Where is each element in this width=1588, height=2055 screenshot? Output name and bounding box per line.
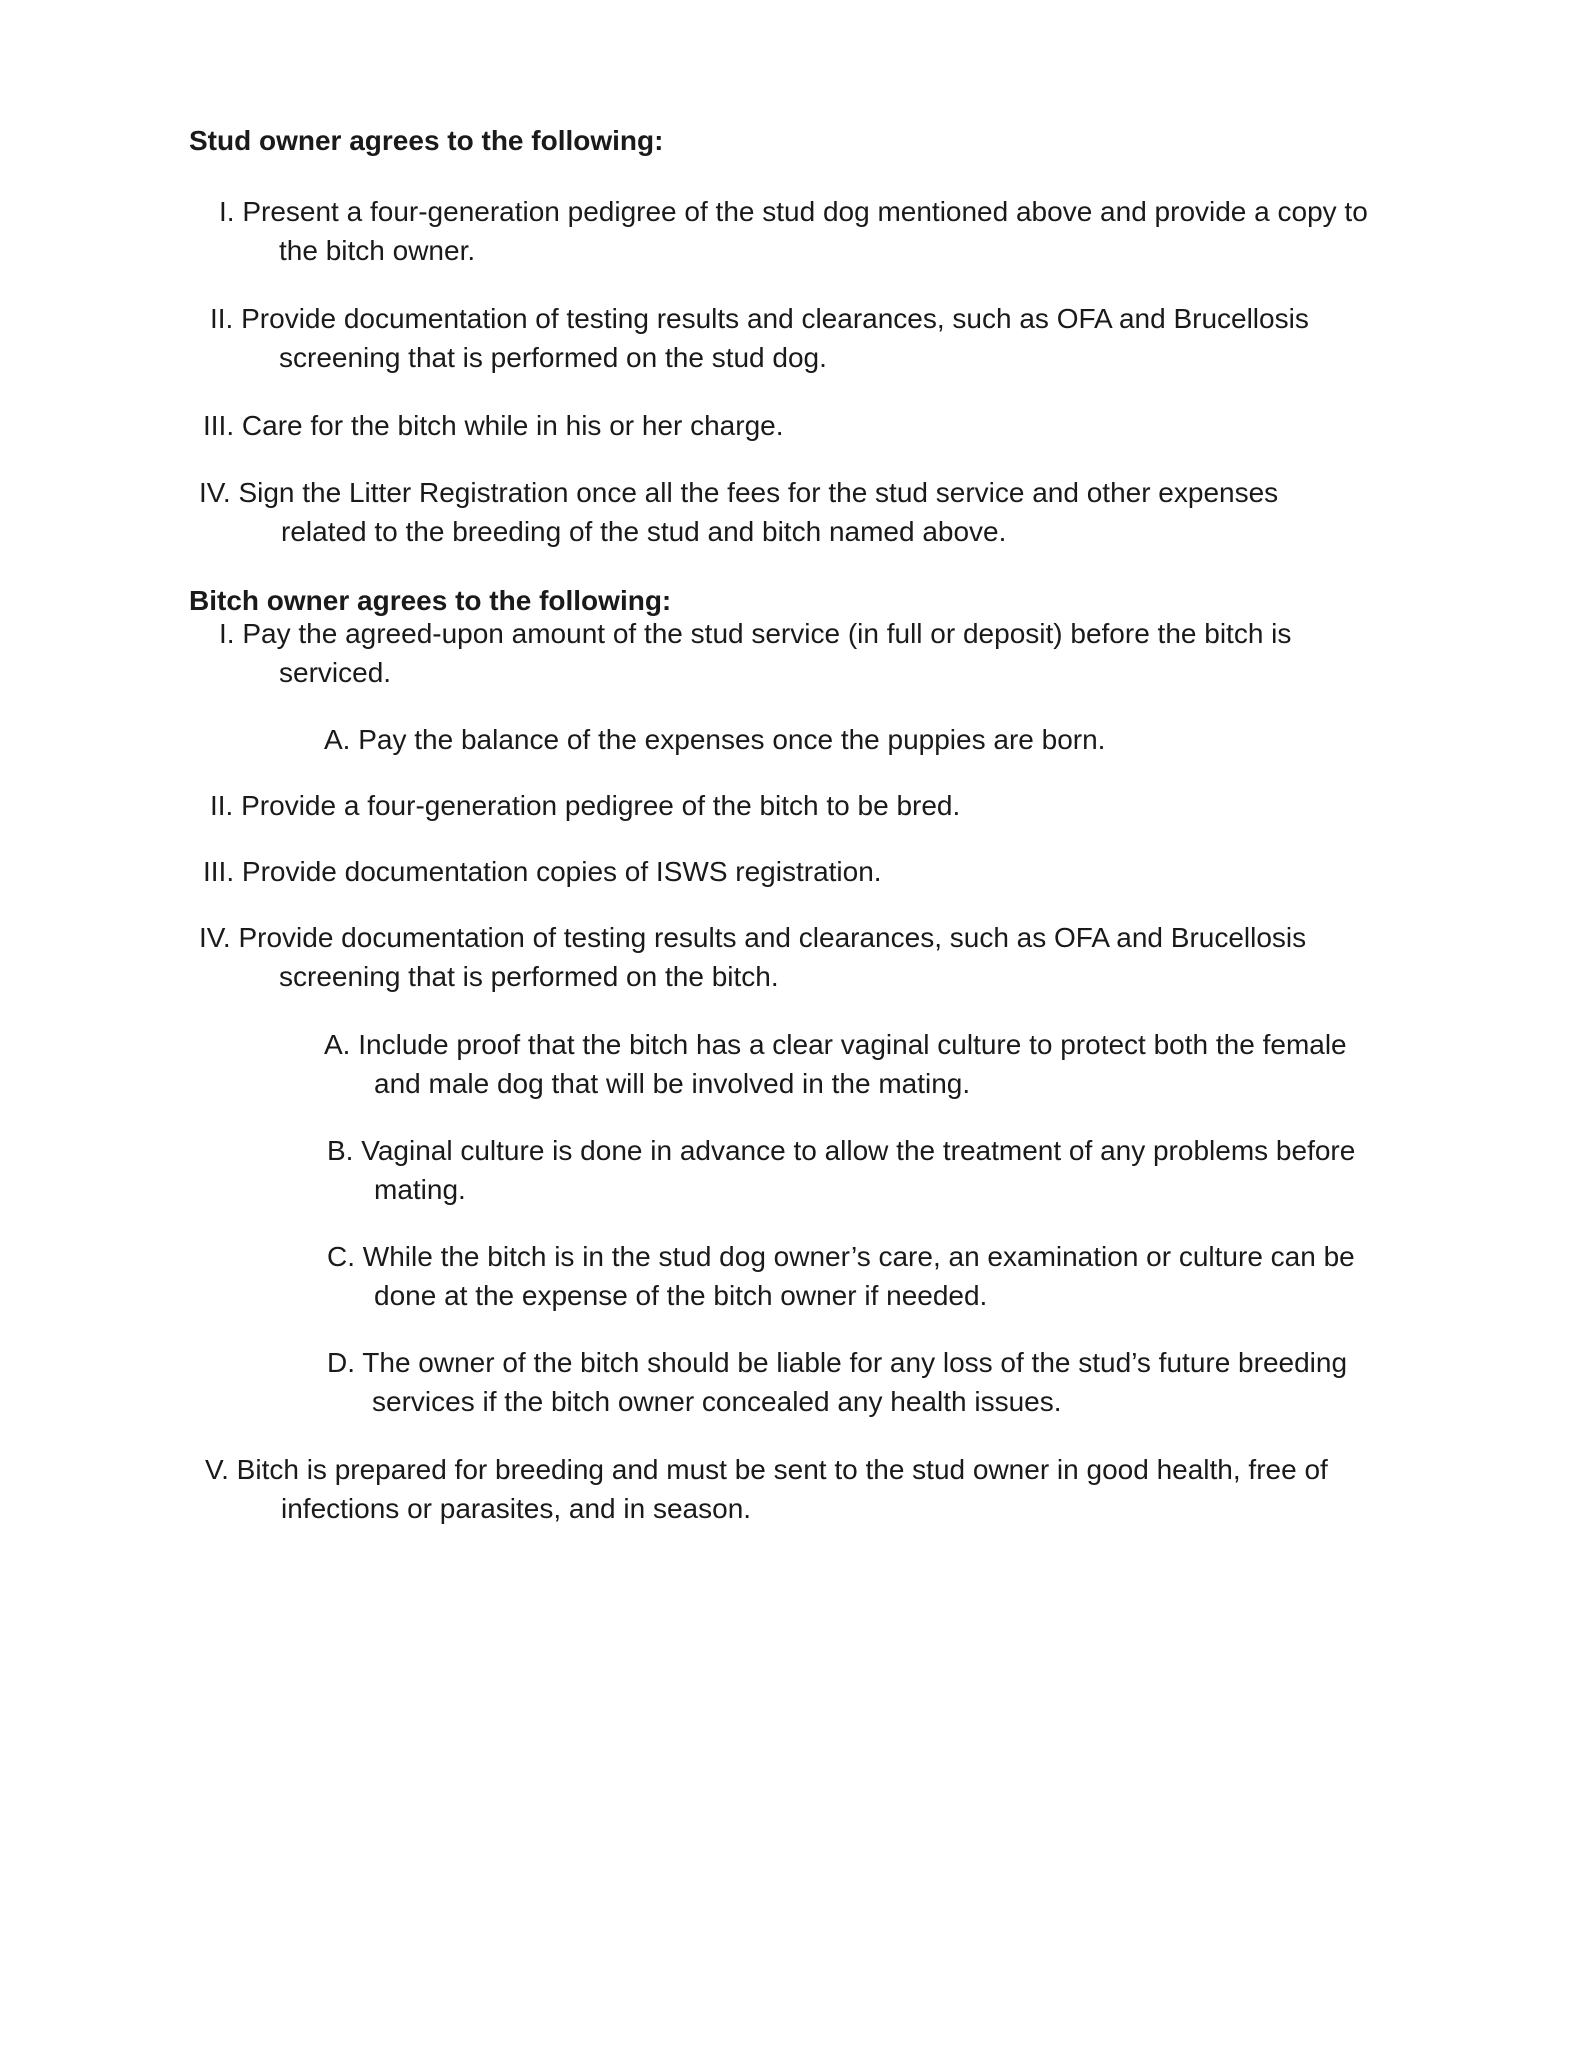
item-number: I. xyxy=(219,196,235,227)
item-text: Sign the Litter Registration once all the fees for the stud service and other expenses xyxy=(238,477,1279,508)
item-text: Provide a four-generation pedigree of the bitch to be bred. xyxy=(241,790,961,821)
bitch-item-1 xyxy=(219,614,1291,692)
item-number: A. xyxy=(324,1029,351,1060)
item-number: III. xyxy=(203,856,235,887)
item-text-continued: screening that is performed on the stud dog. xyxy=(279,342,827,373)
item-number: IV. xyxy=(199,922,231,953)
item-number: II. xyxy=(210,790,234,821)
item-text-continued: related to the breeding of the stud and bitch named above. xyxy=(281,516,1007,547)
item-text-continued: serviced. xyxy=(279,657,392,688)
item-text-continued: done at the expense of the bitch owner if needed. xyxy=(374,1280,988,1311)
item-text: Pay the balance of the expenses once the puppies are born. xyxy=(358,724,1106,755)
item-number: II. xyxy=(210,303,234,334)
stud-owner-heading: Stud owner agrees to the following: xyxy=(189,125,664,156)
bitch-item-2 xyxy=(210,786,960,825)
bitch-owner-heading: Bitch owner agrees to the following: xyxy=(189,585,672,616)
bitch-item-4 xyxy=(199,918,1306,996)
item-text: Care for the bitch while in his or her charge. xyxy=(241,410,784,441)
item-text: Vaginal culture is done in advance to allow the treatment of any problems before xyxy=(361,1135,1356,1166)
item-number: B. xyxy=(327,1135,354,1166)
bitch-subitem-4a xyxy=(324,1025,1347,1103)
bitch-item-3 xyxy=(203,852,882,891)
item-number: I. xyxy=(219,618,235,649)
bitch-subitem-1a xyxy=(324,720,1105,759)
item-text: Provide documentation copies of ISWS registration. xyxy=(241,856,882,887)
item-text: Provide documentation of testing results and clearances, such as OFA and Brucellosis xyxy=(241,303,1309,334)
stud-item-1 xyxy=(219,192,1368,270)
item-text-continued: mating. xyxy=(374,1174,466,1205)
item-number: A. xyxy=(324,724,351,755)
item-number: C. xyxy=(327,1241,355,1272)
item-number: V. xyxy=(205,1454,229,1485)
bitch-subitem-4d xyxy=(327,1343,1347,1421)
item-text-continued: the bitch owner. xyxy=(279,235,476,266)
item-number: IV. xyxy=(199,477,231,508)
item-text: The owner of the bitch should be liable for any loss of the stud’s future breeding xyxy=(362,1347,1348,1378)
item-text: While the bitch is in the stud dog owner’s care, an examination or culture can be xyxy=(362,1241,1355,1272)
item-text-continued: and male dog that will be involved in the mating. xyxy=(374,1068,971,1099)
item-text: Bitch is prepared for breeding and must be sent to the stud owner in good health, free of xyxy=(236,1454,1328,1485)
item-text: Provide documentation of testing results and clearances, such as OFA and Brucellosis xyxy=(238,922,1307,953)
item-text: Present a four-generation pedigree of the stud dog mentioned above and provide a copy to xyxy=(242,196,1368,227)
item-text-continued: infections or parasites, and in season. xyxy=(281,1493,752,1524)
item-text-continued: screening that is performed on the bitch. xyxy=(279,961,779,992)
item-number: III. xyxy=(203,410,235,441)
stud-item-2 xyxy=(210,299,1309,377)
bitch-subitem-4c xyxy=(327,1237,1355,1315)
item-text: Include proof that the bitch has a clear vaginal culture to protect both the female xyxy=(358,1029,1347,1060)
item-text: Pay the agreed-upon amount of the stud service (in full or deposit) before the bitch is xyxy=(242,618,1292,649)
bitch-item-5 xyxy=(205,1450,1328,1528)
item-text-continued: services if the bitch owner concealed any health issues. xyxy=(372,1386,1062,1417)
stud-item-4 xyxy=(199,473,1278,551)
stud-item-3 xyxy=(203,406,784,445)
bitch-subitem-4b xyxy=(327,1131,1355,1209)
item-number: D. xyxy=(327,1347,355,1378)
